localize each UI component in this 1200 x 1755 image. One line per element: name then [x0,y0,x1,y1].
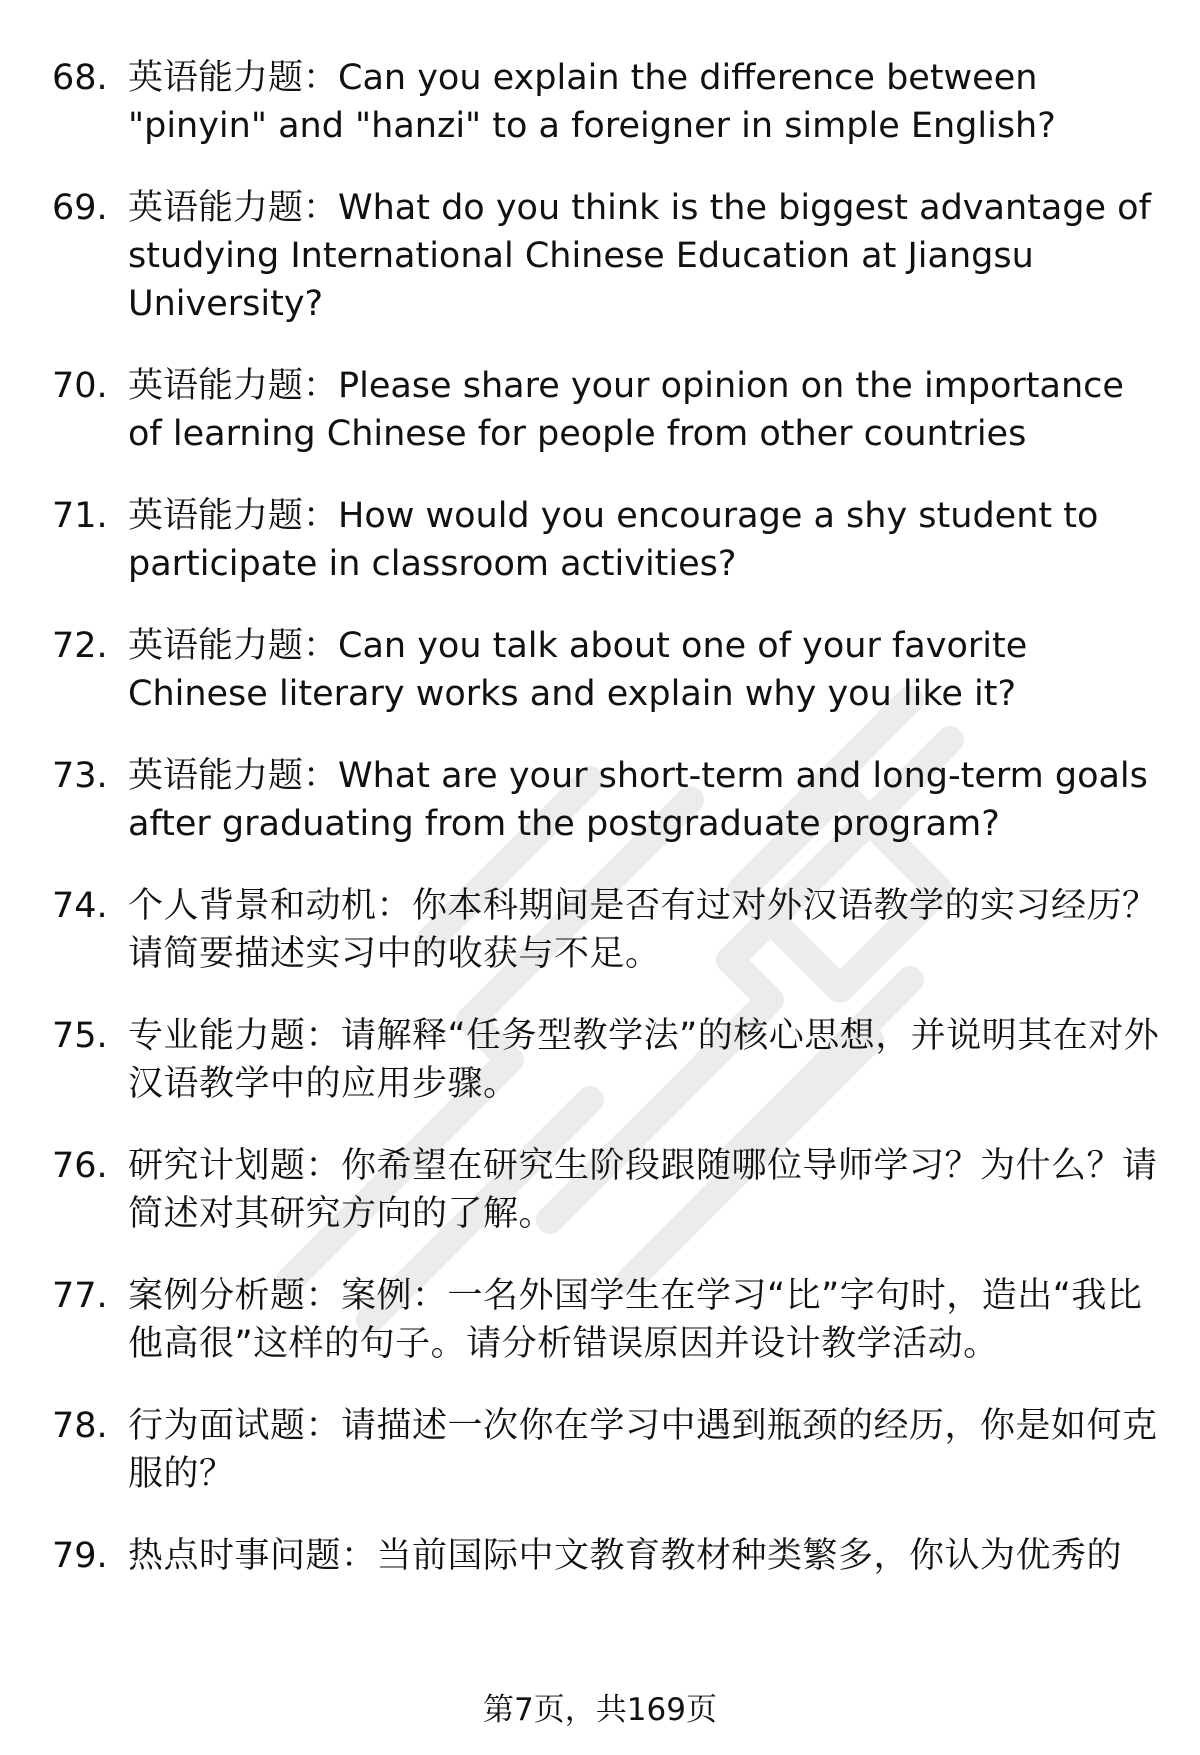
question-number: 68. [52,58,108,98]
question-text: 英语能力题：How would you encourage a shy student to participate in classroom activities? [128,496,1099,584]
question-text: 个人背景和动机：你本科期间是否有过对外汉语教学的实习经历？请简要描述实习中的收获与不足。 [128,886,1158,974]
question-number: 76. [52,1146,108,1186]
list-item [52,492,1162,588]
question-text: 英语能力题：Please share your opinion on the importance of learning Chinese for people from other countries [128,366,1124,454]
question-list [52,54,1162,1614]
question-number: 70. [52,366,108,406]
question-number: 79. [52,1536,108,1576]
question-number: 78. [52,1406,108,1446]
page-number-label: 第7页，共169页 [483,1692,717,1728]
question-text: 英语能力题：Can you explain the difference between "pinyin" and "hanzi" to a foreigner in simple English? [128,58,1056,146]
question-number: 72. [52,626,108,666]
question-text: 英语能力题：What do you think is the biggest advantage of studying International Chinese Education at Jiangsu University? [128,188,1151,324]
question-text: 专业能力题：请解释“任务型教学法”的核心思想，并说明其在对外汉语教学中的应用步骤。 [128,1016,1160,1104]
list-item [52,1532,1162,1580]
question-number: 69. [52,188,108,228]
question-text: 英语能力题：What are your short-term and long-term goals after graduating from the postgraduate program? [128,756,1148,844]
list-item [52,1402,1162,1498]
list-item [52,1272,1162,1368]
list-item [52,622,1162,718]
question-number: 75. [52,1016,108,1056]
question-text: 英语能力题：Can you talk about one of your favorite Chinese literary works and explain why you like it? [128,626,1028,714]
page-footer [0,1690,1200,1730]
list-item [52,54,1162,150]
question-text: 研究计划题：你希望在研究生阶段跟随哪位导师学习？为什么？请简述对其研究方向的了解。 [128,1146,1158,1234]
list-item [52,882,1162,978]
question-number: 77. [52,1276,108,1316]
list-item [52,1142,1162,1238]
list-item [52,1012,1162,1108]
question-text: 热点时事问题：当前国际中文教育教材种类繁多，你认为优秀的 [128,1536,1123,1576]
question-text: 案例分析题：案例：一名外国学生在学习“比”字句时，造出“我比他高很”这样的句子。请分析错误原因并设计教学活动。 [128,1276,1143,1364]
list-item [52,752,1162,848]
question-number: 73. [52,756,108,796]
question-text: 行为面试题：请描述一次你在学习中遇到瓶颈的经历，你是如何克服的？ [128,1406,1158,1494]
list-item [52,184,1162,328]
list-item [52,362,1162,458]
question-number: 74. [52,886,108,926]
question-number: 71. [52,496,108,536]
